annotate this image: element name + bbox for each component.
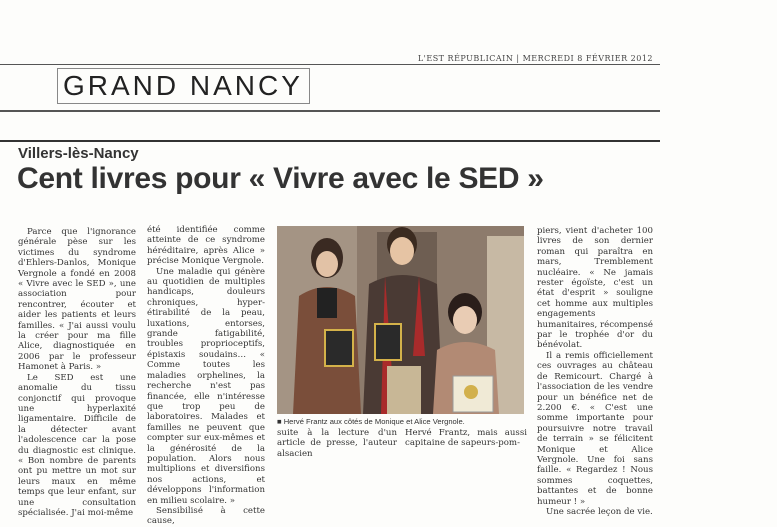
article-column-2 bbox=[147, 225, 265, 527]
article-column-3-top: suite à la lecture d'un article de presse, l'auteur alsacien bbox=[277, 428, 397, 459]
article-column-1 bbox=[18, 227, 136, 518]
paragraph: Une maladie qui génère au quotidien de multiples handicaps, douleurs chroniques, hyper-étirabilité de la peau, luxations, entorses, grande fatigabilité, troubles proprioceptifs, épistaxis soudains… « Comme toutes les maladies orphelines, la recherche n'est pas financée, elle n'intéresse que trop peu de laboratoires. Malades et familles ne peuvent que compter sur eux-mêmes et la générosité de la population. Alors nous multiplions et diversifions nos actions, et développons l'information en milieu scolaire. » bbox=[147, 266, 265, 506]
article-column-4 bbox=[537, 226, 653, 517]
paragraph: Il a remis officiellement ces ouvrages au château de Remicourt. Chargé à l'association de les vendre pour un bénéfice net de 2.200 €. « C'est une somme importante pour poursuivre notre travail de terrain » se félicitent Monique et Alice Vergnole. Une foi sans faille. « Regardez ! Nous sommes coquettes, battantes et de bonne humeur ! » bbox=[537, 350, 653, 507]
article-column-3-continuation: Hervé Frantz, mais aussi capitaine de sapeurs-pom- bbox=[405, 428, 527, 449]
masthead: L'EST RÉPUBLICAIN | MERCREDI 8 FÉVRIER 2012 bbox=[417, 54, 653, 63]
paragraph: piers, vient d'acheter 100 livres de son dernier roman qui paraîtra en mars, Tremblement nucléaire. « Ne jamais rester égoïste, c'est un état d'esprit » souligne cet homme aux multiples engagements humanitaires, récompensé par le trophée d'or du bénévolat. bbox=[537, 226, 653, 351]
headline: Cent livres pour « Vivre avec le SED » bbox=[17, 162, 544, 195]
photo-illustration bbox=[277, 226, 524, 414]
article-rule bbox=[0, 140, 660, 142]
section-title-text: GRAND NANCY bbox=[63, 70, 303, 101]
locality: Villers-lès-Nancy bbox=[18, 145, 139, 162]
paragraph: été identifiée comme atteinte de ce syndrome héréditaire, après Alice » précise Monique Vergnole. bbox=[147, 225, 265, 267]
section-title bbox=[57, 68, 310, 104]
paragraph: Le SED est une anomalie du tissu conjonctif qui provoque une hyperlaxité ligamentaire. Difficile de la détecter avant l'adolescence car la pose du diagnostic est clinique. « Bon nombre de parents ont pu mettre un mot sur leurs maux en même temps que leur enfant, sur une consultation spécialisée. J'ai moi-même bbox=[18, 372, 136, 518]
photo-caption: ■ Hervé Frantz aux côtés de Monique et Alice Vergnole. bbox=[277, 417, 465, 426]
paragraph: Parce que l'ignorance générale pèse sur les victimes du syndrome d'Ehlers-Danlos, Monique Vergnole a fondé en 2008 « Vivre avec le SED », une association pour rencontrer, écouter et aider les patients et leurs familles. « J'ai aussi voulu la créer pour ma fille Alice, diagnostiquée en 2006 par le professeur Hamonet à Paris. » bbox=[18, 227, 136, 373]
paragraph: Sensibilisé à cette cause, bbox=[147, 505, 265, 527]
article-photo bbox=[277, 226, 524, 414]
section-rule-top bbox=[0, 110, 660, 112]
masthead-rule bbox=[0, 64, 660, 65]
paragraph: Une sacrée leçon de vie. bbox=[546, 506, 653, 517]
